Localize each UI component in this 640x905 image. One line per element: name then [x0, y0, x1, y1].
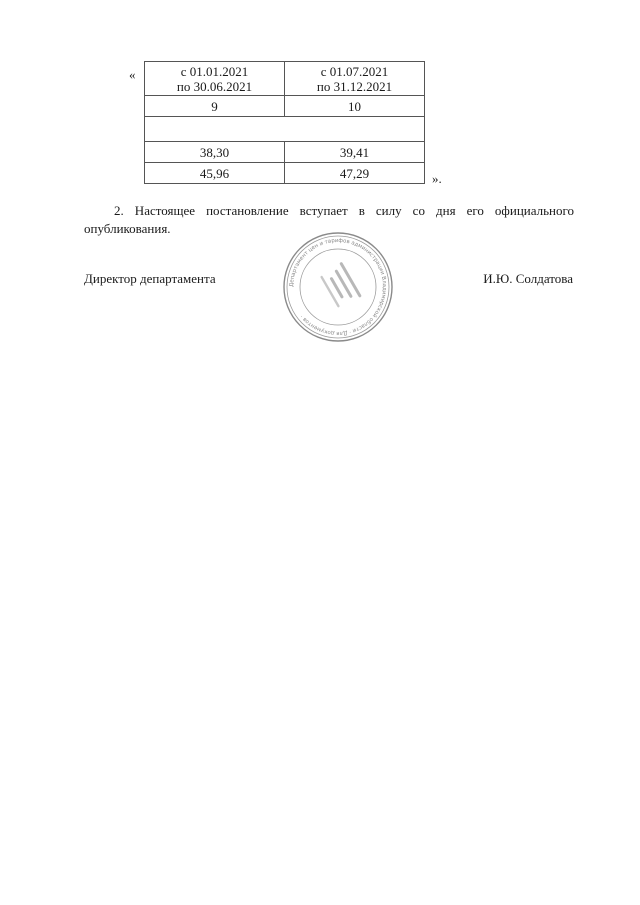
table-cell: 47,29 — [285, 163, 425, 184]
closing-quote: ». — [432, 171, 442, 186]
table-row — [145, 142, 425, 163]
header-cell-period-2 — [285, 62, 425, 96]
effective-date-paragraph: 2. Настоящее постановление вступает в силу со дня его официального опубликования. — [84, 203, 574, 236]
svg-text:Департамент цен и тарифов адми — [289, 238, 387, 336]
table-cell: 38,30 — [145, 142, 285, 163]
official-seal-stamp — [282, 231, 394, 343]
table-cell: 39,41 — [285, 142, 425, 163]
blank-cell — [145, 117, 425, 142]
table-cell: 45,96 — [145, 163, 285, 184]
seal-ring-text: Департамент цен и тарифов администрации Владимирской области · Для документов · — [288, 237, 388, 337]
period-2-start: с 01.07.2021 — [320, 63, 389, 79]
table-row — [145, 163, 425, 184]
period-1-end: по 30.06.2021 — [176, 78, 253, 94]
table-blank-row — [145, 117, 425, 142]
header-cell-period-1 — [145, 62, 285, 96]
signatory-title: Директор департамента — [84, 271, 216, 286]
signatory-name: И.Ю. Солдатова — [483, 271, 573, 286]
table-number-row — [145, 96, 425, 117]
period-1-start: с 01.01.2021 — [180, 63, 249, 79]
period-2-end: по 31.12.2021 — [316, 78, 393, 94]
table-header-row — [145, 62, 425, 96]
opening-quote: « — [129, 67, 136, 82]
tariff-table — [144, 61, 425, 184]
column-number-1: 9 — [145, 96, 285, 117]
column-number-2: 10 — [285, 96, 425, 117]
